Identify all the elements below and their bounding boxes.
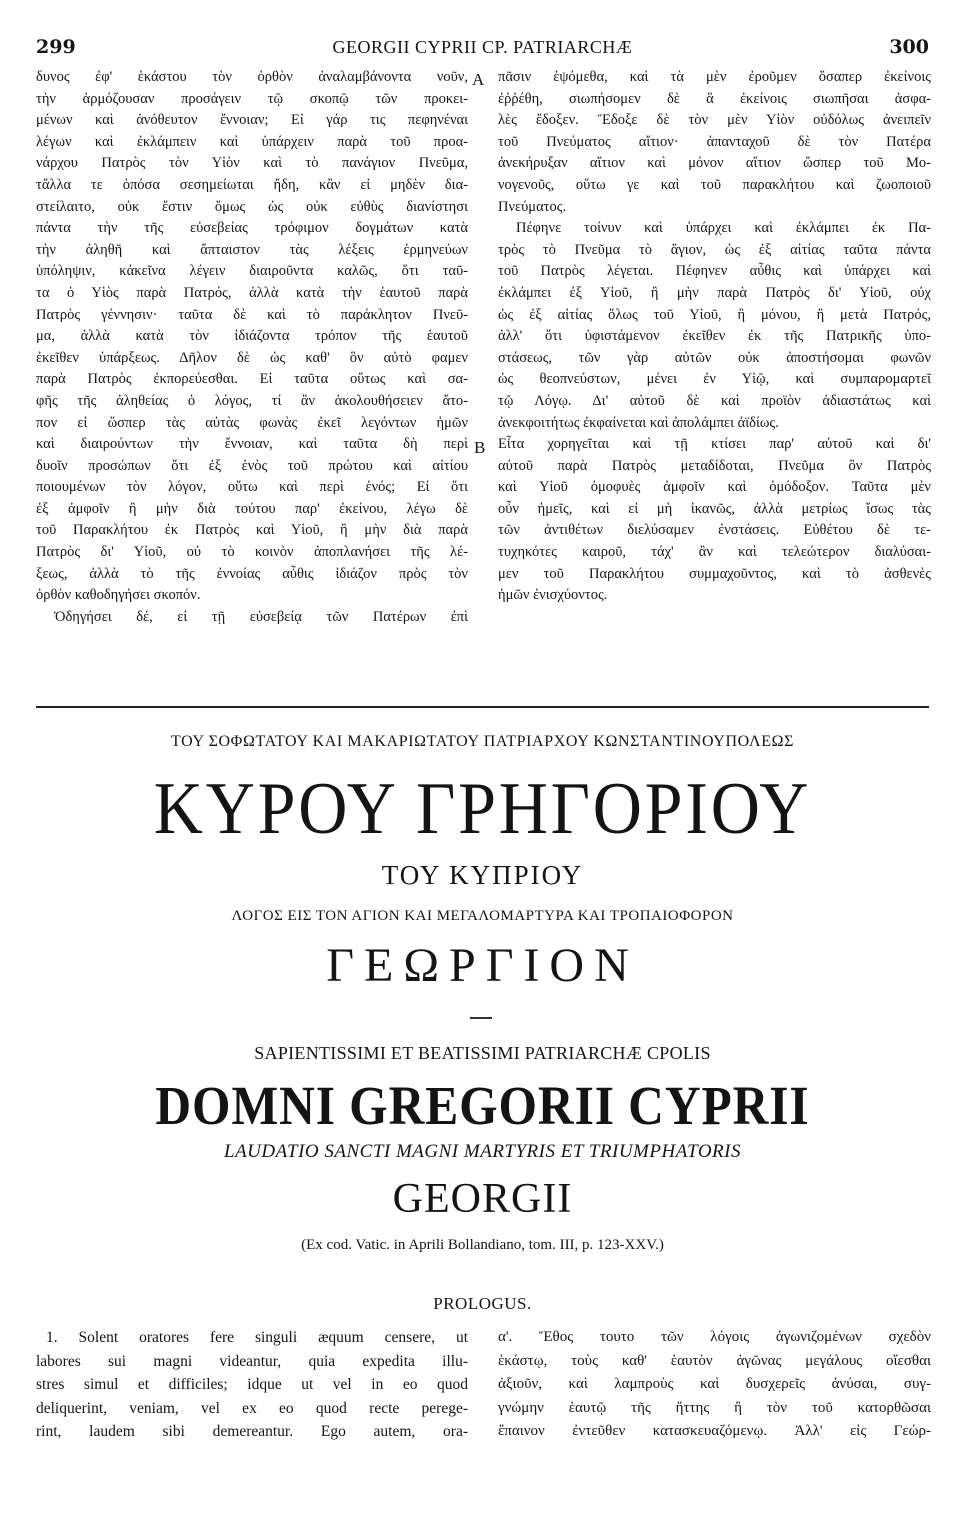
text-line: ἐξ ἀμφοῖν ἢ μὴν διὰ τούτου παρ' ἐκείνου, λέγω δὲ [36, 500, 468, 517]
lower-right-column [498, 1326, 931, 1444]
text-line: ἐκλάμπει ἐξ Υἱοῦ, ἢ μὴν παρὰ Πατρὸς δι' Υἱοῦ, οὐχ [498, 284, 931, 301]
text-line: ἐκεῖθεν ὑπάρξεως. Δῆλον δὲ ὡς καθ' ὃν αὐτὸ φαμεν [36, 349, 468, 366]
text-line: τὴν ἁρμόζουσαν προσάγειν τῷ σκοπῷ τῶν προκει- [36, 90, 468, 107]
text-line: ποιουμένων τὸν λόγον, οὕτω καὶ περὶ ἑνός; Εἰ ὅτι [36, 479, 468, 496]
text-line: νάρχου Πατρὸς τὸν Υἱὸν καὶ τὸ πανάγιον Πνεῦμα, [36, 155, 468, 172]
text-line: τῶν ἀντιθέτων διελύσαμεν ἐνστάσεις. Εὐθέτου δὲ τε- [498, 522, 931, 539]
title-sofotatou: ΤΟΥ ΣΟΦΩΤΑΤΟΥ ΚΑΙ ΜΑΚΑΡΙΩΤΑΤΟΥ ΠΑΤΡΙΑΡΧΟΥ ΚΩΝΣΤΑΝΤΙΝΟΥΠΟΛΕΩΣ [171, 733, 794, 750]
text-line: καὶ Υἱοῦ ὁμοφυὲς ἀμφοῖν καὶ ὁμόδοξον. Ταῦτα μὲν [498, 479, 931, 496]
title-laudatio: LAUDATIO SANCTI MAGNI MARTYRIS ET TRIUMPHATORIS [224, 1141, 741, 1162]
title-sapientissimi: SAPIENTISSIMI ET BEATISSIMI PATRIARCHÆ CPOLIS [254, 1043, 711, 1063]
text-line: rint, laudem sibi demereantur. Ego autem, ora- [36, 1423, 468, 1440]
text-line: ὡς ἐξ αἰτίας ὅλως τοῦ Υἱοῦ, ἢ μόνου, ἢ μετὰ Πατρός, [498, 306, 931, 323]
text-line: φῆς τῆς ἀληθείας ὁ λόγος, τί ἂν ἀκολουθήσειεν ἄτο- [36, 392, 468, 409]
text-line: στάσεως, τῶν γὰρ αὐτῶν οὐκ ἀποστήσομαι φωνῶν [498, 349, 931, 366]
margin-letter-b: B [474, 438, 486, 457]
text-line: πον εἰ ὥσπερ τὰς αὐτὰς φωνὰς ἐκεῖ λεγόντων ἡμῶν [36, 414, 468, 431]
text-line: ἑκάστῳ, τοὺς καθ' ἑαυτὸν ἀγῶνας μεγάλους οἴεσθαι [498, 1352, 931, 1369]
text-line: Πατρὸς δι' Υἱοῦ, οὐ τὸ κοινὸν ἀποπλανήσει τῆς λέ- [36, 544, 468, 561]
text-line: γνώμην ἑαυτῷ τῆς ἥττης ἢ τὸν τοῦ κατορθῶσαι [498, 1399, 931, 1416]
text-line: παρὰ Πατρὸς ἐκπορεύεσθαι. Εἰ ταῦτα οὕτως καὶ σα- [36, 371, 468, 388]
text-line: αὐτοῦ παρὰ Πατρὸς μεταδίδοται, Πνεῦμα ὂν Πατρὸς [498, 457, 931, 474]
source-citation: (Ex cod. Vatic. in Aprili Bollandiano, tom. III, p. 123-XXV.) [301, 1237, 664, 1253]
text-line: λὲς ἔδοξεν. Ἔδοξε δὲ τὸν μὲν Υἱὸν οὐδόλως ἀνειπεῖν [498, 112, 931, 129]
text-line: οὖν ἡμεῖς, καὶ εἰ μὴ ἱκανῶς, ἀλλὰ μετρίως ἴσως τὰς [498, 500, 931, 517]
text-line: μα, ἀλλὰ κατὰ τὸν ἰδιάζοντα τρόπον τῆς ἑαυτοῦ [36, 328, 468, 345]
text-line: Εἶτα χορηγεῖται καὶ τῇ κτίσει παρ' αὐτοῦ καὶ δι' [498, 436, 931, 453]
margin-letter-a: A [472, 70, 485, 89]
running-title: GEORGII CYPRII CP. PATRIARCHÆ [332, 37, 633, 57]
text-line: πάντα τὴν τῆς εὐσεβείας τρόφιμον δογμάτων κατὰ [36, 220, 468, 237]
page-number-left: 299 [36, 36, 76, 58]
text-line: Πατρὸς γέννησιν· ταῦτα δὲ καὶ τὸ παράκλητον Πνεῦ- [36, 306, 468, 323]
title-short-rule [470, 1017, 492, 1019]
text-line: labores sui magni videantur, quia expedita illu- [36, 1352, 468, 1370]
text-line: Πέφηνε τοίνυν καὶ ὑπάρχει καὶ ἐκλάμπει ἐκ Πα- [516, 220, 931, 237]
lower-left-column [36, 1326, 468, 1444]
text-line: ἔπαινον ἐντεῦθεν κατασκευαζόμενῳ. Ἀλλ' εἰς Γεώρ- [498, 1423, 931, 1439]
text-line: μεν τοῦ Παρακλήτου συμμαχοῦντος, καὶ τὸ ἀσθενὲς [498, 565, 931, 582]
title-georgion: ΓΕΩΡΓΙΟΝ [326, 939, 639, 992]
text-line: ἀξιοῦν, καὶ λαμπροὺς καὶ δυσχερεῖς ἀνύσαι, συγ- [498, 1376, 931, 1392]
text-line: νογενοῦς, οὕτω γε καὶ τοῦ παρακλήτου καὶ ζωοποιοῦ [498, 176, 931, 193]
text-line: τῷ Λόγῳ. Δι' αὐτοῦ δὲ καὶ προϊὸν ἀδιαστάτως καὶ [498, 392, 931, 409]
text-line: καὶ διαιρούντων τὴν ἔννοιαν, καὶ ταῦτα δὴ περὶ [36, 436, 468, 453]
text-line: Ὁδηγήσει δέ, εἰ τῇ εὐσεβείᾳ τῶν Πατέρων ἐπὶ [54, 608, 468, 625]
text-line: ὀρθὸν καθοδηγήσει σκοπόν. [36, 587, 201, 604]
text-line: deliquerint, veniam, vel ex eo quod recte perege- [36, 1399, 468, 1417]
text-line: 1. Solent oratores fere singuli æquum censere, ut [46, 1329, 468, 1346]
text-line: ὡς θεοπνεύστων, μένει ἐν Υἱῷ, καὶ συμπαρομαρτεῖ [498, 371, 931, 388]
text-line: στείλαιτο, οὐκ ἔστιν ὅμως ὡς οὐκ εὐθὺς διανίστησι [36, 198, 468, 215]
page-number-right: 300 [889, 36, 929, 58]
text-line: ὑπόληψιν, κἀκεῖνα λέγειν διαιροῦντα καλῶς, ὅτι ταῦ- [36, 263, 468, 280]
text-line: ἀνεκήρυξαν αἴτιον καὶ μόνον αἴτιον ὥσπερ τοῦ Μο- [498, 155, 931, 172]
text-line: πᾶσιν ἑψόμεθα, καὶ τὰ μὲν ἐροῦμεν ὅσαπερ ἐκείνοις [498, 69, 931, 85]
title-tou-kypriou: ΤΟΥ ΚΥΠΡΙΟΥ [381, 860, 584, 890]
text-line: ἀνεκφοιτήτως ἐκφαίνεται καὶ ἀπολάμπει ἀϊδίως. [498, 414, 779, 431]
text-line: Πνεύματος. [498, 198, 567, 215]
text-line: ἀλλ' ὅτι ὑφιστάμενον ἐκεῖθεν ἐκ τῆς Πατρικῆς ὑπο- [498, 328, 931, 345]
text-line: τρὸς τὸ Πνεῦμα τὸ ἅγιον, ὡς ἐξ αἰτίας ταῦτα πάντα [498, 241, 931, 258]
text-line: τὴν ἀληθῆ καὶ ἄπταιστον τὰς λέξεις ἑρμηνεύων [36, 241, 468, 258]
text-line: τοῦ Παρακλήτου ἐκ Πατρὸς καὶ Υἱοῦ, ἢ μὴν διὰ παρὰ [36, 522, 468, 539]
text-line: τοῦ Πατρὸς λέγεται. Πέφηνεν αὖθις καὶ ὑπάρχει καὶ [498, 263, 931, 280]
text-line: stres simul et difficiles; idque ut vel in eo quod [36, 1376, 468, 1393]
title-domni-gregorii: DOMNI GREGORII CYPRII [155, 1075, 810, 1136]
text-line: ἡμῶν ἐνισχύοντος. [498, 587, 608, 604]
text-line: δυοῖν προσώπων ὅτι ἐξ ἑνὸς τοῦ πρώτου καὶ αἰτίου [36, 457, 468, 474]
text-line: λέγων καὶ ἐκλάμπειν καὶ ὑπάρχειν παρὰ τοῦ προα- [36, 133, 468, 150]
running-header [36, 36, 929, 66]
text-line: μένων καὶ ἀνόθευτον ἔννοιαν; Εἰ γάρ τις πεφηνέναι [36, 112, 468, 129]
text-line: τἄλλα τε ὁπόσα σεσημείωται ἤδη, κἂν εἰ μηδὲν δια- [36, 176, 468, 193]
upper-right-column [498, 67, 931, 607]
text-line: ξεως, ἀλλὰ τὸ τῆς ἐννοίας αὖθις ἰδιάζον πρὸς τὸν [36, 565, 468, 582]
text-line: τα ὁ Υἱὸς παρὰ Πατρός, ἀλλὰ κατὰ τὴν ἑαυτοῦ παρὰ [36, 284, 468, 301]
title-georgii: GEORGII [392, 1176, 573, 1222]
section-divider [36, 706, 929, 708]
text-line: τυχηκότες καιροῦ, τάχ' ἂν καὶ τελεώτερον διαλύσαι- [498, 544, 931, 561]
text-line: δυνος ἐφ' ἑκάστου τὸν ὀρθὸν ἀναλαμβάνοντα νοῦν, [36, 69, 468, 85]
text-line: α'. Ἔθος τουτο τῶν λόγοις ἀγωνιζομένων σχεδὸν [498, 1329, 931, 1345]
text-line: ἐῤῥέθη, σιωπήσομεν δὲ ἃ ἐκείνοις σιωπῆσαι ἀσφα- [498, 90, 931, 107]
text-line: τοῦ Πνεύματος αἴτιον· ἀπανταχοῦ δὲ τὸν Πατέρα [498, 133, 931, 150]
prologus-heading: PROLOGUS. [433, 1294, 532, 1313]
upper-left-column [36, 67, 468, 628]
title-kyrou-gregoriou: ΚΥΡΟΥ ΓΡΗΓΟΡΙΟΥ [153, 768, 812, 850]
title-logos: ΛΟΓΟΣ ΕΙΣ ΤΟΝ ΑΓΙΟΝ ΚΑΙ ΜΕΓΑΛΟΜΑΡΤΥΡΑ ΚΑΙ ΤΡΟΠΑΙΟΦΟΡΟΝ [231, 908, 734, 924]
